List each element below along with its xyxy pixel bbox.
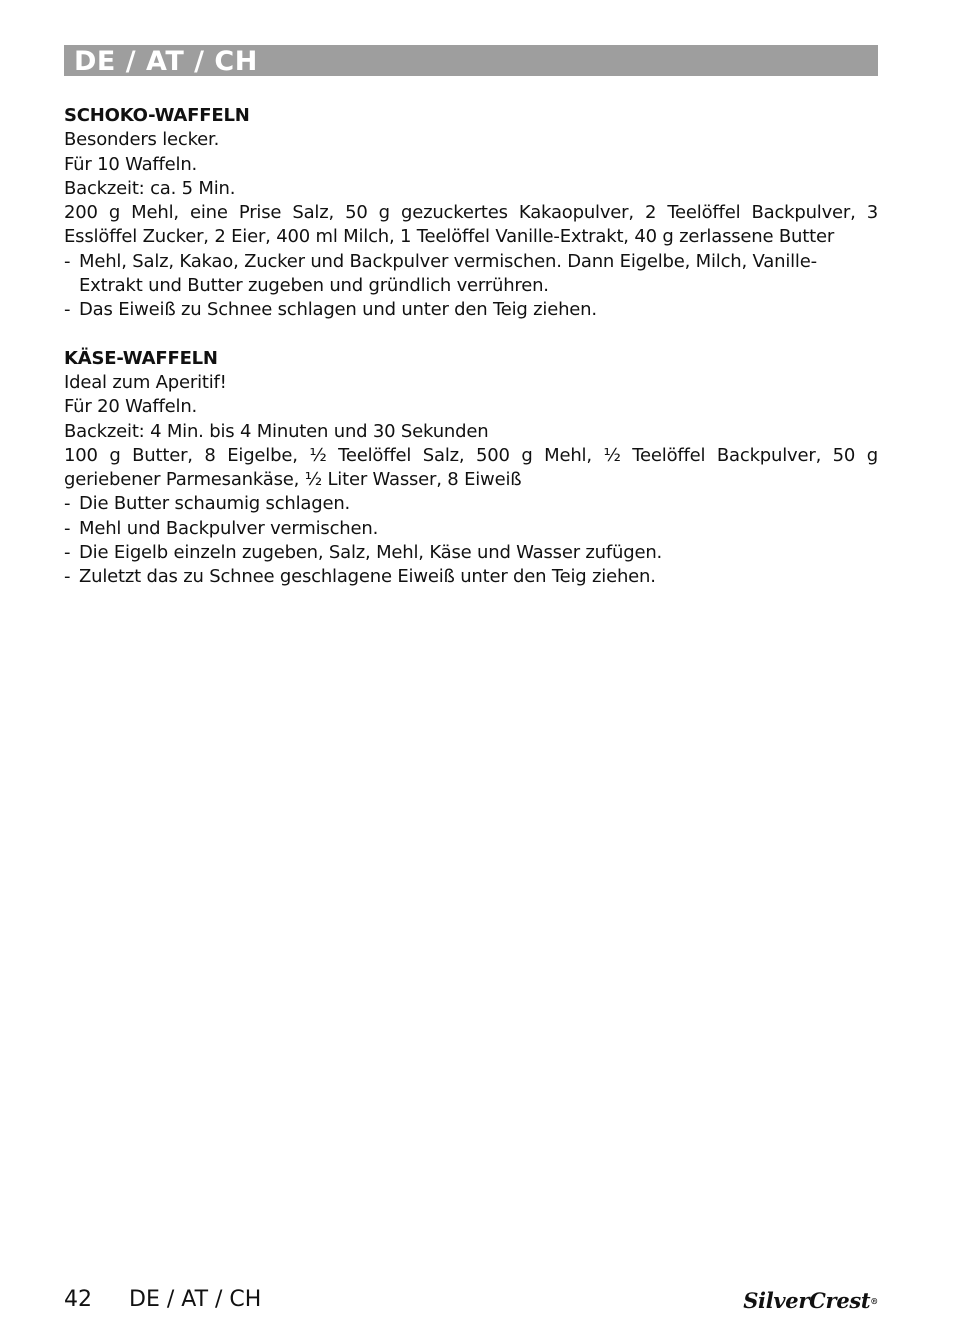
recipe-kaese-waffeln: [64, 347, 878, 590]
step-text: Mehl und Backpulver vermischen.: [79, 517, 379, 539]
page-title: DE / AT / CH: [74, 46, 258, 77]
recipe-baking-time: Backzeit: ca. 5 Min.: [64, 177, 236, 199]
recipe-title: KÄSE-WAFFELN: [64, 347, 218, 369]
brand-logo: [743, 1288, 878, 1314]
page-number: 42: [64, 1287, 92, 1312]
step-text: Mehl, Salz, Kakao, Zucker und Backpulver vermischen. Dann Eigelbe, Milch, Vanille-Extrakt und Butter zugeben und gründlich verrühren.: [79, 250, 817, 297]
recipe-schoko-waffeln: [64, 104, 878, 323]
recipe-baking-time: Backzeit: 4 Min. bis 4 Minuten und 30 Sekunden: [64, 420, 489, 442]
recipe-description: Ideal zum Aperitif!: [64, 371, 227, 393]
recipe-content: [64, 104, 878, 590]
footer-region: DE / AT / CH: [129, 1287, 262, 1312]
recipe-step: [64, 565, 878, 589]
recipe-step: [64, 250, 878, 299]
recipe-title: SCHOKO-WAFFELN: [64, 105, 250, 126]
step-text: Das Eiweiß zu Schnee schlagen und unter den Teig ziehen.: [79, 299, 597, 321]
recipe-step: [64, 492, 878, 516]
recipe-ingredients: 200 g Mehl, eine Prise Salz, 50 g gezuckertes Kakaopulver, 2 Teelöffel Backpulver, 3 Esslöffel Zucker, 2 Eier, 400 ml Milch, 1 Teelöffel Vanille-Extrakt, 40 g zerlassene Butter: [64, 202, 878, 248]
step-dash: -: [64, 299, 71, 321]
step-text: Die Eigelb einzeln zugeben, Salz, Mehl, Käse und Wasser zufügen.: [79, 542, 663, 564]
step-dash: -: [64, 566, 71, 588]
step-dash: -: [64, 542, 71, 564]
recipe-step: [64, 541, 878, 565]
registered-mark: ®: [870, 1296, 878, 1306]
header-bar: [64, 45, 878, 76]
step-dash: -: [64, 517, 71, 539]
recipe-steps: [64, 492, 878, 589]
step-dash: -: [64, 493, 71, 515]
recipe-yield: Für 10 Waffeln.: [64, 153, 198, 175]
recipe-ingredients: 100 g Butter, 8 Eigelbe, ½ Teelöffel Salz, 500 g Mehl, ½ Teelöffel Backpulver, 50 g geriebener Parmesankäse, ½ Liter Wasser, 8 Eiweiß: [64, 444, 878, 491]
recipe-yield: Für 20 Waffeln.: [64, 396, 198, 418]
recipe-steps: [64, 250, 878, 323]
step-text: Die Butter schaumig schlagen.: [79, 493, 351, 515]
step-text: Zuletzt das zu Schnee geschlagene Eiweiß unter den Teig ziehen.: [79, 566, 656, 588]
step-dash: -: [64, 250, 71, 272]
recipe-description: Besonders lecker.: [64, 129, 220, 151]
recipe-step: [64, 517, 878, 541]
recipe-step: [64, 298, 878, 322]
page-footer: [64, 1286, 261, 1314]
brand-name: SilverCrest: [743, 1288, 871, 1313]
